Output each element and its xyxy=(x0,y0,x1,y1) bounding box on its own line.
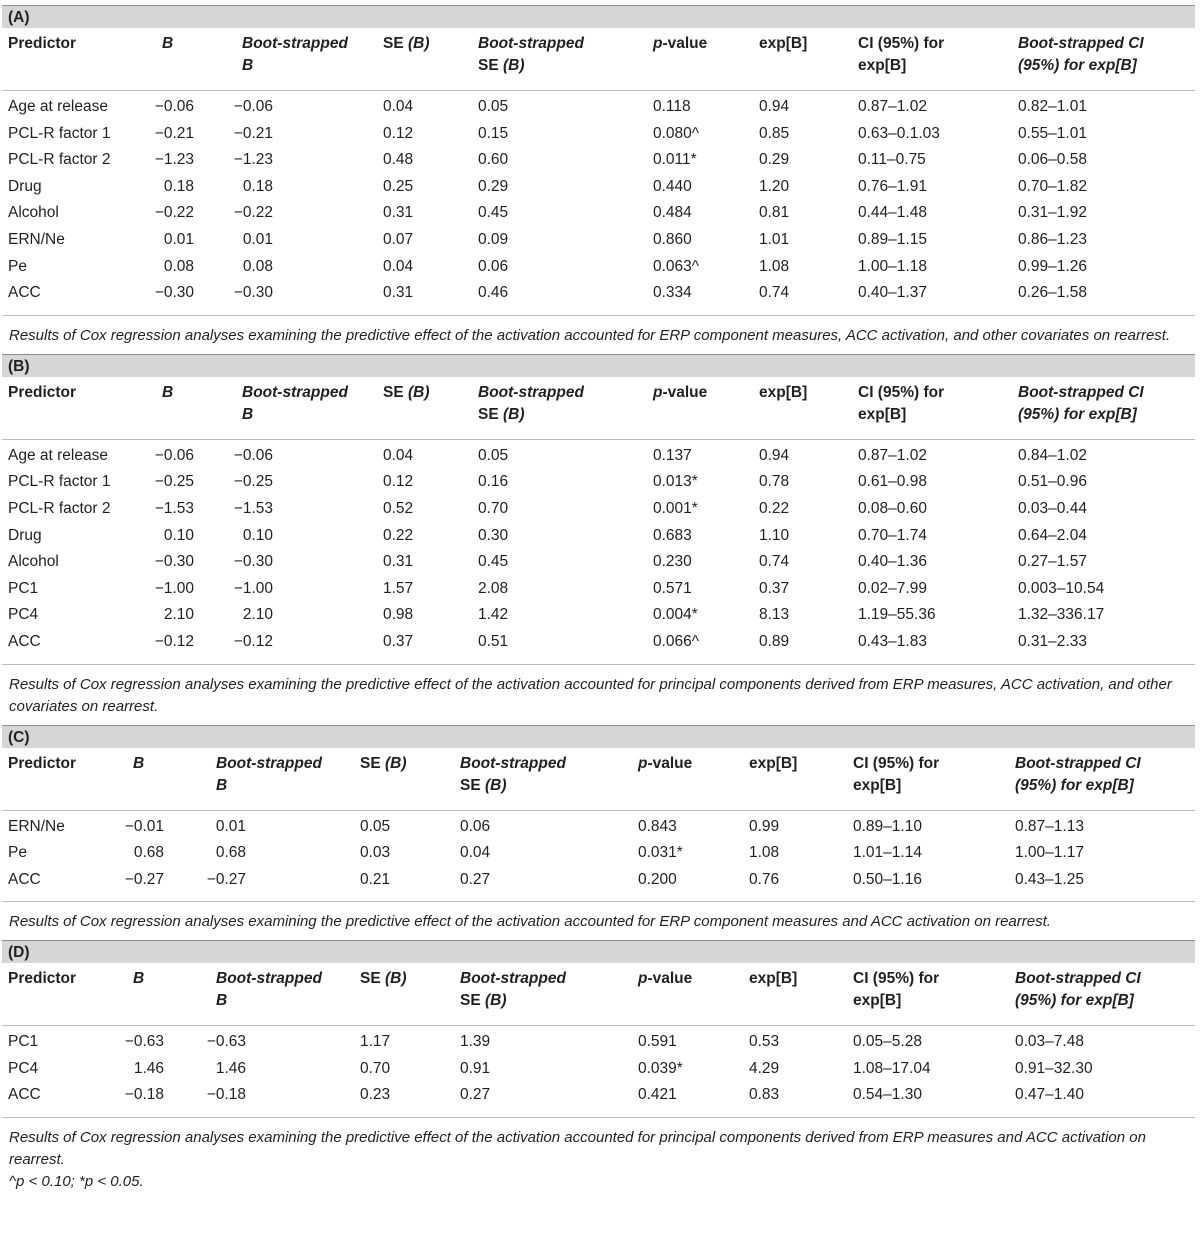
cell-expb: 0.37 xyxy=(759,579,790,597)
cell-boot-b: −0.63 xyxy=(206,1033,246,1051)
cell-pvalue: 0.843 xyxy=(638,817,677,835)
cell-pvalue: 0.334 xyxy=(653,284,692,302)
header-ci: CI (95%) for exp[B] xyxy=(858,383,945,423)
cell-boot-b: 0.68 xyxy=(215,844,246,862)
cell-pvalue: 0.011* xyxy=(653,151,697,169)
cell-pvalue: 0.200 xyxy=(638,870,677,888)
cell-se: 0.31 xyxy=(383,284,414,302)
cell-ci: 0.02–7.99 xyxy=(858,579,927,597)
header-pvalue: p-value xyxy=(638,754,693,772)
cell-boot-se: 0.09 xyxy=(478,230,509,248)
panel-label: (B) xyxy=(2,354,1195,377)
cell-b: 0.10 xyxy=(163,526,194,544)
cell-boot-ci: 0.55–1.01 xyxy=(1018,124,1087,142)
cell-pvalue: 0.137 xyxy=(653,446,692,464)
cell-predictor: PCL-R factor 1 xyxy=(8,124,111,142)
table-row xyxy=(2,93,1195,120)
table-row xyxy=(2,866,1195,893)
cell-ci: 0.63–0.1.03 xyxy=(858,124,940,142)
cell-pvalue: 0.031* xyxy=(638,844,683,862)
cell-boot-se: 0.05 xyxy=(478,446,509,464)
cell-ci: 0.87–1.02 xyxy=(858,98,927,115)
cell-boot-ci: 0.03–0.44 xyxy=(1018,499,1087,517)
header-b: B xyxy=(133,970,145,988)
table-row xyxy=(2,442,1195,469)
table-row xyxy=(2,601,1195,628)
panel-d xyxy=(2,940,1195,1193)
cell-pvalue: 0.571 xyxy=(653,579,692,597)
header-row: Predictor B Boot-strapped B SE (B) Boot-strapped SE (B) p-value exp[B] CI (95%) for exp[B] Boot-strapped CI (95%) for exp[B] xyxy=(2,377,1195,439)
cell-predictor: ACC xyxy=(8,632,41,650)
cell-boot-se: 0.60 xyxy=(478,151,509,169)
cell-ci: 0.08–0.60 xyxy=(858,499,927,517)
cell-pvalue: 0.860 xyxy=(653,230,692,248)
cell-pvalue: 0.421 xyxy=(638,1086,677,1104)
cell-ci: 1.19–55.36 xyxy=(858,606,936,624)
cell-ci: 0.44–1.48 xyxy=(858,204,927,222)
cell-boot-b: −0.25 xyxy=(233,473,273,491)
header-row: Predictor B Boot-strapped B SE (B) Boot-strapped SE (B) p-value exp[B] CI (95%) for exp[B] Boot-strapped CI (95%) for exp[B] xyxy=(2,963,1195,1025)
table-row xyxy=(2,548,1195,575)
table-row xyxy=(2,628,1195,655)
cell-ci: 1.00–1.18 xyxy=(858,257,927,275)
cell-se: 1.17 xyxy=(360,1033,391,1051)
cell-boot-se: 0.06 xyxy=(478,257,509,275)
header-predictor: Predictor xyxy=(8,35,77,52)
cell-b: −0.30 xyxy=(154,553,194,571)
header-expb: exp[B] xyxy=(749,970,798,988)
header-ci: CI (95%) for exp[B] xyxy=(858,35,945,74)
cell-se: 0.04 xyxy=(383,257,414,275)
panel-label: (A) xyxy=(2,5,1195,28)
cell-boot-se: 2.08 xyxy=(478,579,509,597)
cell-pvalue: 0.591 xyxy=(638,1033,677,1051)
cell-expb: 0.94 xyxy=(759,98,790,115)
cell-b: −1.53 xyxy=(154,499,194,517)
cell-boot-ci: 0.47–1.40 xyxy=(1015,1086,1084,1104)
cell-predictor: PCL-R factor 2 xyxy=(8,499,111,517)
cell-ci: 0.54–1.30 xyxy=(853,1086,922,1104)
table-row xyxy=(2,522,1195,549)
header-b: B xyxy=(133,754,145,772)
cell-boot-b: −0.18 xyxy=(206,1086,246,1104)
cell-ci: 0.89–1.10 xyxy=(853,817,922,835)
table-caption: Results of Cox regression analyses examining the predictive effect of the activation accounted for principal components derived from ERP measures, ACC activation, and other covariates on rearrest. xyxy=(9,675,1172,715)
cell-se: 0.03 xyxy=(360,844,391,862)
table-row xyxy=(2,1028,1195,1055)
cell-boot-se: 0.29 xyxy=(478,177,509,195)
cell-ci: 0.76–1.91 xyxy=(858,177,927,195)
cell-ci: 0.70–1.74 xyxy=(858,526,927,544)
cell-se: 0.31 xyxy=(383,204,414,222)
cell-boot-se: 0.27 xyxy=(460,1086,491,1104)
cell-pvalue: 0.013* xyxy=(653,473,698,491)
cell-boot-b: −0.27 xyxy=(206,870,246,888)
cell-se: 0.12 xyxy=(383,124,414,142)
cell-ci: 0.89–1.15 xyxy=(858,230,927,248)
cell-pvalue: 0.039* xyxy=(638,1059,683,1077)
header-b: B xyxy=(162,35,174,52)
cell-boot-ci: 0.64–2.04 xyxy=(1018,526,1087,544)
table-body xyxy=(2,90,1195,316)
panel-a xyxy=(2,5,1195,354)
cell-boot-b: −0.30 xyxy=(233,553,273,571)
cell-expb: 0.53 xyxy=(749,1033,780,1051)
cell-b: 1.46 xyxy=(133,1059,164,1077)
header-boot-se: Boot-strapped SE (B) xyxy=(478,35,584,74)
cell-boot-se: 0.45 xyxy=(478,204,509,222)
cell-predictor: ACC xyxy=(8,1086,41,1104)
cell-predictor: Alcohol xyxy=(8,553,59,571)
header-boot-se: Boot-strapped SE (B) xyxy=(460,754,566,794)
footnote: ^p < 0.10; *p < 0.05. xyxy=(9,1173,144,1191)
cell-se: 0.48 xyxy=(383,151,414,169)
cell-boot-b: −0.21 xyxy=(233,124,273,142)
cell-boot-b: 1.46 xyxy=(215,1059,246,1077)
header-pvalue: p-value xyxy=(653,35,708,52)
cell-boot-b: −0.06 xyxy=(233,98,273,115)
cell-boot-se: 0.91 xyxy=(460,1059,491,1077)
header-boot-ci: Boot-strapped CI (95%) for exp[B] xyxy=(1018,383,1144,423)
header-expb: exp[B] xyxy=(749,754,798,772)
header-boot-ci: Boot-strapped CI (95%) for exp[B] xyxy=(1015,970,1141,1010)
cell-b: −0.06 xyxy=(154,98,194,115)
cell-b: 0.68 xyxy=(133,844,164,862)
cell-boot-b: 0.01 xyxy=(215,817,246,835)
cell-b: −0.30 xyxy=(154,284,194,302)
cell-boot-se: 0.70 xyxy=(478,499,509,517)
cell-se: 0.52 xyxy=(383,499,414,517)
cell-boot-b: −0.22 xyxy=(233,204,273,222)
cell-ci: 0.43–1.83 xyxy=(858,632,927,650)
table-row xyxy=(2,813,1195,840)
cell-boot-ci: 0.03–7.48 xyxy=(1015,1033,1084,1051)
header-boot-se: Boot-strapped SE (B) xyxy=(460,970,566,1010)
header-expb: exp[B] xyxy=(759,383,808,401)
cell-boot-ci: 0.51–0.96 xyxy=(1018,473,1087,491)
table-row xyxy=(2,839,1195,866)
table-row xyxy=(2,279,1195,306)
cell-pvalue: 0.484 xyxy=(653,204,692,222)
cell-boot-b: 0.08 xyxy=(242,257,273,275)
header-row: Predictor B Boot-strapped B SE (B) Boot-strapped SE (B) p-value exp[B] CI (95%) for exp[B] Boot-strapped CI (95%) for exp[B] xyxy=(2,748,1195,810)
cell-predictor: PC4 xyxy=(8,1059,39,1077)
cell-predictor: PCL-R factor 1 xyxy=(8,473,111,491)
cell-predictor: Pe xyxy=(8,257,27,275)
cell-se: 0.23 xyxy=(360,1086,391,1104)
header-pvalue: p-value xyxy=(638,970,693,988)
cell-expb: 1.20 xyxy=(759,177,790,195)
cell-b: 2.10 xyxy=(163,606,194,624)
cell-boot-b: 0.18 xyxy=(242,177,273,195)
table-page xyxy=(0,5,1200,1193)
header-ci: CI (95%) for exp[B] xyxy=(853,970,940,1010)
cell-boot-b: 0.01 xyxy=(242,230,273,248)
cell-ci: 0.40–1.37 xyxy=(858,284,927,302)
cell-predictor: PC4 xyxy=(8,606,39,624)
cell-b: 0.18 xyxy=(163,177,194,195)
cell-boot-se: 1.39 xyxy=(460,1033,491,1051)
header-ci: CI (95%) for exp[B] xyxy=(853,754,940,794)
cell-se: 0.04 xyxy=(383,98,414,115)
cell-pvalue: 0.440 xyxy=(653,177,692,195)
cell-boot-ci: 0.86–1.23 xyxy=(1018,230,1087,248)
cell-boot-ci: 0.99–1.26 xyxy=(1018,257,1087,275)
cell-expb: 0.81 xyxy=(759,204,790,222)
cell-expb: 0.74 xyxy=(759,284,790,302)
cell-boot-ci: 0.91–32.30 xyxy=(1015,1059,1093,1077)
header-predictor: Predictor xyxy=(8,970,77,988)
header-boot-b: Boot-strapped xyxy=(242,383,348,401)
cell-b: 0.01 xyxy=(163,230,194,248)
cell-se: 0.70 xyxy=(360,1059,391,1077)
cell-boot-ci: 0.31–1.92 xyxy=(1018,204,1087,222)
cell-se: 0.25 xyxy=(383,177,414,195)
header-se: SE (B) xyxy=(360,970,407,988)
panel-b xyxy=(2,354,1195,725)
cell-pvalue: 0.001* xyxy=(653,499,698,517)
table-body xyxy=(2,439,1195,665)
cell-predictor: ACC xyxy=(8,284,41,302)
cell-boot-b: −0.06 xyxy=(233,446,273,464)
cell-boot-se: 0.45 xyxy=(478,553,509,571)
cell-expb: 0.76 xyxy=(749,870,780,888)
header-b: B xyxy=(162,383,174,401)
cell-b: −1.00 xyxy=(154,579,194,597)
cell-se: 0.05 xyxy=(360,817,391,835)
cell-ci: 1.08–17.04 xyxy=(853,1059,931,1077)
cell-expb: 4.29 xyxy=(749,1059,780,1077)
cell-expb: 1.08 xyxy=(749,844,780,862)
cell-boot-se: 0.46 xyxy=(478,284,509,302)
cell-boot-ci: 1.32–336.17 xyxy=(1018,606,1105,624)
cell-predictor: PC1 xyxy=(8,1033,39,1051)
cell-b: −1.23 xyxy=(154,151,194,169)
cell-predictor: ERN/Ne xyxy=(8,230,65,248)
table-row xyxy=(2,120,1195,147)
cell-boot-se: 0.06 xyxy=(460,817,491,835)
cell-se: 0.98 xyxy=(383,606,414,624)
cell-predictor: Age at release xyxy=(8,98,108,115)
cell-boot-b: 2.10 xyxy=(242,606,273,624)
cell-boot-ci: 0.82–1.01 xyxy=(1018,98,1087,115)
table-row xyxy=(2,495,1195,522)
cell-pvalue: 0.080^ xyxy=(653,124,700,142)
header-row: Predictor B Boot-strapped B SE (B) Boot-strapped SE (B) p-value exp[B] CI (95%) for exp[B] Boot-strapped CI (95%) for exp[B] xyxy=(2,28,1195,90)
table-body xyxy=(2,1025,1195,1118)
header-boot-ci: Boot-strapped CI (95%) for exp[B] xyxy=(1018,35,1144,74)
cell-boot-se: 1.42 xyxy=(478,606,509,624)
cell-b: −0.25 xyxy=(154,473,194,491)
cell-ci: 1.01–1.14 xyxy=(853,844,922,862)
cell-b: 0.08 xyxy=(163,257,194,275)
cell-predictor: PC1 xyxy=(8,579,39,597)
cell-pvalue: 0.683 xyxy=(653,526,692,544)
header-boot-b: Boot-strapped xyxy=(242,35,348,52)
cell-boot-b: −0.12 xyxy=(233,632,273,650)
cell-expb: 0.85 xyxy=(759,124,790,142)
header-predictor: Predictor xyxy=(8,754,77,772)
cell-expb: 0.74 xyxy=(759,553,790,571)
cell-se: 0.04 xyxy=(383,446,414,464)
cell-pvalue: 0.118 xyxy=(653,98,691,115)
cell-predictor: Alcohol xyxy=(8,204,59,222)
cell-pvalue: 0.004* xyxy=(653,606,698,624)
cell-expb: 1.01 xyxy=(759,230,790,248)
cell-se: 0.21 xyxy=(360,870,391,888)
cell-boot-ci: 0.27–1.57 xyxy=(1018,553,1087,571)
cell-boot-se: 0.16 xyxy=(478,473,509,491)
cell-b: −0.01 xyxy=(124,817,164,835)
cell-b: −0.21 xyxy=(154,124,194,142)
cell-predictor: Drug xyxy=(8,177,42,195)
panel-c xyxy=(2,725,1195,941)
header-se: SE (B) xyxy=(383,383,430,401)
cell-se: 1.57 xyxy=(383,579,414,597)
cell-boot-b: 0.10 xyxy=(242,526,273,544)
cell-predictor: Age at release xyxy=(8,446,108,464)
cell-se: 0.22 xyxy=(383,526,414,544)
table-row xyxy=(2,1055,1195,1082)
cell-ci: 0.40–1.36 xyxy=(858,553,927,571)
header-predictor: Predictor xyxy=(8,383,77,401)
cell-se: 0.31 xyxy=(383,553,414,571)
cell-b: −0.12 xyxy=(154,632,194,650)
cell-expb: 1.10 xyxy=(759,526,790,544)
cell-boot-ci: 0.87–1.13 xyxy=(1015,817,1084,835)
cell-se: 0.37 xyxy=(383,632,414,650)
cell-boot-ci: 0.43–1.25 xyxy=(1015,870,1084,888)
cell-boot-se: 0.51 xyxy=(478,632,509,650)
cell-ci: 0.61–0.98 xyxy=(858,473,927,491)
cell-predictor: PCL-R factor 2 xyxy=(8,151,111,169)
header-boot-b: Boot-strapped xyxy=(216,754,322,772)
cell-expb: 0.29 xyxy=(759,151,790,169)
cell-boot-b: −1.53 xyxy=(233,499,273,517)
cell-predictor: Drug xyxy=(8,526,42,544)
cell-boot-se: 0.30 xyxy=(478,526,509,544)
cell-expb: 0.22 xyxy=(759,499,790,517)
table-body xyxy=(2,810,1195,903)
cell-pvalue: 0.066^ xyxy=(653,632,700,650)
cell-expb: 0.94 xyxy=(759,446,790,464)
cell-se: 0.07 xyxy=(383,230,414,248)
header-boot-b: Boot-strapped xyxy=(216,970,322,988)
cell-predictor: ERN/Ne xyxy=(8,817,65,835)
cell-se: 0.12 xyxy=(383,473,414,491)
header-boot-se: Boot-strapped SE (B) xyxy=(478,383,584,423)
table-row xyxy=(2,146,1195,173)
cell-boot-se: 0.27 xyxy=(460,870,491,888)
cell-boot-ci: 0.70–1.82 xyxy=(1018,177,1087,195)
cell-pvalue: 0.230 xyxy=(653,553,692,571)
header-se: SE (B) xyxy=(383,35,430,52)
table-row xyxy=(2,173,1195,200)
cell-b: −0.22 xyxy=(154,204,194,222)
header-se: SE (B) xyxy=(360,754,407,772)
header-boot-ci: Boot-strapped CI (95%) for exp[B] xyxy=(1015,754,1141,794)
cell-ci: 0.87–1.02 xyxy=(858,446,927,464)
cell-expb: 8.13 xyxy=(759,606,790,624)
table-row xyxy=(2,468,1195,495)
cell-ci: 0.11–0.75 xyxy=(858,151,926,169)
header-expb: exp[B] xyxy=(759,35,808,52)
panel-label: (C) xyxy=(2,725,1195,748)
table-row xyxy=(2,199,1195,226)
cell-boot-se: 0.15 xyxy=(478,124,509,142)
cell-expb: 0.99 xyxy=(749,817,780,835)
cell-b: −0.63 xyxy=(124,1033,164,1051)
cell-boot-se: 0.04 xyxy=(460,844,491,862)
table-row xyxy=(2,253,1195,280)
cell-expb: 0.78 xyxy=(759,473,790,491)
cell-boot-ci: 0.31–2.33 xyxy=(1018,632,1087,650)
table-row xyxy=(2,226,1195,253)
cell-pvalue: 0.063^ xyxy=(653,257,700,275)
cell-expb: 1.08 xyxy=(759,257,790,275)
cell-boot-b: −1.00 xyxy=(233,579,273,597)
cell-ci: 0.05–5.28 xyxy=(853,1033,922,1051)
cell-predictor: ACC xyxy=(8,870,41,888)
cell-boot-ci: 0.26–1.58 xyxy=(1018,284,1087,302)
table-caption: Results of Cox regression analyses examining the predictive effect of the activation accounted for principal components derived from ERP measures and ACC activation on rearrest. xyxy=(9,1129,1146,1169)
cell-b: −0.18 xyxy=(124,1086,164,1104)
cell-b: −0.27 xyxy=(124,870,164,888)
table-caption: Results of Cox regression analyses examining the predictive effect of the activation accounted for ERP component measures, ACC activation, and other covariates on rearrest. xyxy=(9,326,1171,344)
cell-boot-se: 0.05 xyxy=(478,98,509,115)
cell-predictor: Pe xyxy=(8,844,27,862)
cell-boot-ci: 0.003–10.54 xyxy=(1018,579,1105,597)
cell-b: −0.06 xyxy=(154,446,194,464)
cell-boot-ci: 1.00–1.17 xyxy=(1015,844,1084,862)
cell-boot-ci: 0.84–1.02 xyxy=(1018,446,1087,464)
table-row xyxy=(2,575,1195,602)
panel-label: (D) xyxy=(2,940,1195,963)
table-caption: Results of Cox regression analyses examining the predictive effect of the activation accounted for ERP component measures and ACC activation on rearrest. xyxy=(9,913,1051,931)
table-row xyxy=(2,1081,1195,1108)
header-pvalue: p-value xyxy=(653,383,708,401)
cell-boot-ci: 0.06–0.58 xyxy=(1018,151,1087,169)
cell-expb: 0.89 xyxy=(759,632,790,650)
cell-boot-b: −0.30 xyxy=(233,284,273,302)
cell-boot-b: −1.23 xyxy=(233,151,273,169)
cell-ci: 0.50–1.16 xyxy=(853,870,922,888)
cell-expb: 0.83 xyxy=(749,1086,780,1104)
